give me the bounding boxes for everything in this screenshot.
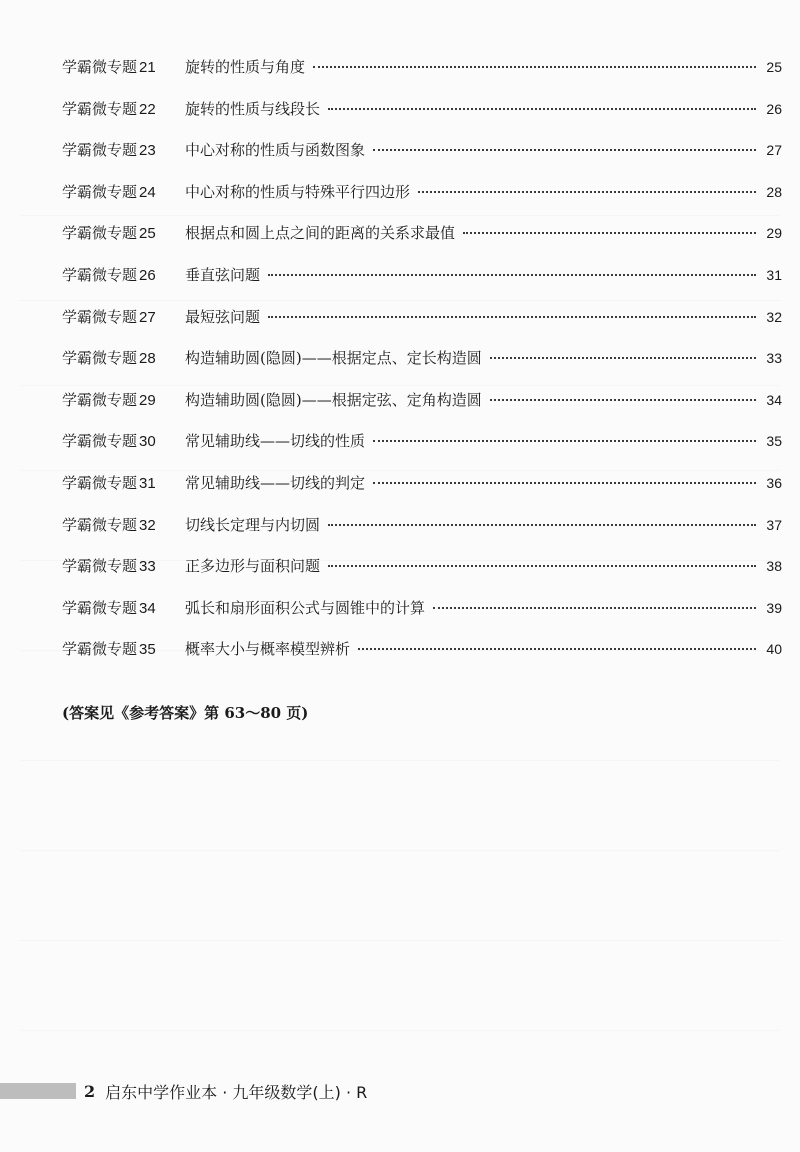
toc-leader-dots: [328, 107, 756, 110]
toc-entry: [62, 94, 782, 136]
toc-entry-number: 30: [139, 433, 156, 451]
toc-entry-page: 38: [766, 558, 782, 575]
toc-series-label: 学霸微专题: [62, 598, 138, 617]
toc-leader-dots: [268, 273, 756, 276]
toc-series-label: 学霸微专题: [62, 182, 138, 201]
footer-book-title: 启东中学作业本 · 九年级数学(上) · R: [105, 1082, 368, 1102]
toc-series: [62, 302, 185, 333]
table-of-contents: [62, 52, 782, 676]
toc-entry: [62, 343, 782, 385]
toc-entry-page: 26: [766, 100, 782, 117]
toc-entry: [62, 593, 782, 635]
toc-entry-page: 31: [766, 266, 782, 283]
toc-entry-number: 23: [139, 142, 156, 160]
toc-entry-page: 36: [766, 474, 782, 491]
toc-entry-page: 32: [766, 308, 782, 325]
toc-entry-number: 26: [139, 266, 156, 284]
toc-series: [62, 343, 185, 374]
toc-series-label: 学霸微专题: [62, 432, 138, 451]
toc-entry-page: 29: [766, 225, 782, 242]
toc-entry: [62, 551, 782, 593]
toc-entry-number: 28: [139, 350, 156, 368]
toc-series-label: 学霸微专题: [62, 349, 138, 368]
toc-series-label: 学霸微专题: [62, 557, 138, 576]
page-footer: [0, 1076, 800, 1106]
toc-series: [62, 52, 185, 83]
toc-entry: [62, 135, 782, 177]
toc-series-label: 学霸微专题: [62, 141, 138, 160]
toc-leader-dots: [433, 606, 756, 609]
toc-entry-page: 28: [766, 183, 782, 200]
toc-series: [62, 260, 185, 291]
toc-entry-title: 旋转的性质与线段长: [185, 99, 321, 118]
toc-leader-dots: [418, 190, 756, 193]
toc-entry-number: 22: [139, 100, 156, 118]
toc-entry: [62, 260, 782, 302]
toc-leader-dots: [358, 647, 756, 650]
toc-series: [62, 218, 185, 249]
toc-series-label: 学霸微专题: [62, 515, 138, 534]
toc-entry-page: 33: [766, 350, 782, 367]
toc-series: [62, 94, 185, 125]
toc-entry: [62, 426, 782, 468]
footer-bar: [0, 1083, 76, 1099]
toc-entry-page: 37: [766, 516, 782, 533]
toc-series-label: 学霸微专题: [62, 640, 138, 659]
toc-entry-number: 32: [139, 516, 156, 534]
toc-entry-title: 旋转的性质与角度: [185, 58, 306, 76]
toc-entry-number: 34: [139, 599, 156, 617]
toc-series-label: 学霸微专题: [62, 473, 138, 492]
toc-series: [62, 634, 185, 665]
toc-series-label: 学霸微专题: [62, 224, 138, 243]
toc-entry: [62, 52, 782, 94]
toc-series-label: 学霸微专题: [62, 307, 138, 326]
toc-entry: [62, 510, 782, 552]
toc-series: [62, 177, 185, 208]
toc-leader-dots: [463, 231, 756, 234]
toc-entry-title: 弧长和扇形面积公式与圆锥中的计算: [185, 598, 426, 617]
toc-entry-title: 中心对称的性质与特殊平行四边形: [185, 182, 411, 201]
toc-leader-dots: [268, 315, 756, 318]
toc-entry-page: 40: [766, 641, 782, 658]
toc-leader-dots: [373, 148, 756, 151]
footer-page-number: 2: [84, 1081, 96, 1101]
toc-entry-title: 构造辅助圆(隐圆)——根据定点、定长构造圆: [185, 349, 482, 368]
toc-entry-title: 正多边形与面积问题: [185, 557, 321, 576]
toc-entry-page: 34: [766, 391, 782, 408]
toc-entry-title: 最短弦问题: [185, 307, 261, 326]
toc-entry: [62, 177, 782, 219]
toc-series: [62, 135, 185, 166]
toc-entry-title: 中心对称的性质与函数图象: [185, 141, 366, 160]
toc-leader-dots: [490, 356, 756, 359]
toc-entry-title: 根据点和圆上点之间的距离的关系求最值: [185, 224, 456, 243]
toc-series-label: 学霸微专题: [62, 99, 138, 118]
toc-entry-number: 25: [139, 225, 156, 243]
toc-entry-page: 27: [766, 142, 782, 159]
toc-entry-number: 21: [139, 59, 156, 76]
answer-note: (答案见《参考答案》第 63～80 页): [62, 704, 309, 722]
toc-leader-dots: [490, 398, 756, 401]
toc-leader-dots: [328, 523, 756, 526]
toc-entry-page: 35: [766, 433, 782, 450]
toc-entry-page: 39: [766, 599, 782, 616]
toc-leader-dots: [373, 439, 756, 442]
toc-entry-number: 24: [139, 183, 156, 201]
toc-series-label: 学霸微专题: [62, 390, 138, 409]
toc-entry-title: 构造辅助圆(隐圆)——根据定弦、定角构造圆: [185, 390, 482, 409]
toc-entry-number: 35: [139, 641, 156, 659]
toc-series-label: 学霸微专题: [62, 265, 138, 284]
toc-entry: [62, 385, 782, 427]
toc-series-label: 学霸微专题: [62, 58, 138, 76]
toc-series: [62, 385, 185, 416]
toc-entry: [62, 302, 782, 344]
toc-leader-dots: [313, 65, 756, 68]
toc-series: [62, 593, 185, 624]
toc-leader-dots: [328, 564, 756, 567]
toc-entry-title: 常见辅助线——切线的性质: [185, 432, 366, 451]
toc-entry: [62, 634, 782, 676]
toc-entry-title: 概率大小与概率模型辨析: [185, 640, 351, 659]
toc-series: [62, 426, 185, 457]
toc-series: [62, 468, 185, 499]
toc-series: [62, 551, 185, 582]
toc-entry: [62, 218, 782, 260]
toc-entry-number: 33: [139, 558, 156, 576]
toc-entry-page: 25: [766, 59, 782, 75]
toc-entry-title: 切线长定理与内切圆: [185, 515, 321, 534]
toc-entry: [62, 468, 782, 510]
toc-entry-number: 31: [139, 474, 156, 492]
toc-entry-number: 27: [139, 308, 156, 326]
toc-entry-title: 垂直弦问题: [185, 265, 261, 284]
toc-series: [62, 510, 185, 541]
toc-leader-dots: [373, 481, 756, 484]
toc-entry-title: 常见辅助线——切线的判定: [185, 473, 366, 492]
toc-entry-number: 29: [139, 391, 156, 409]
